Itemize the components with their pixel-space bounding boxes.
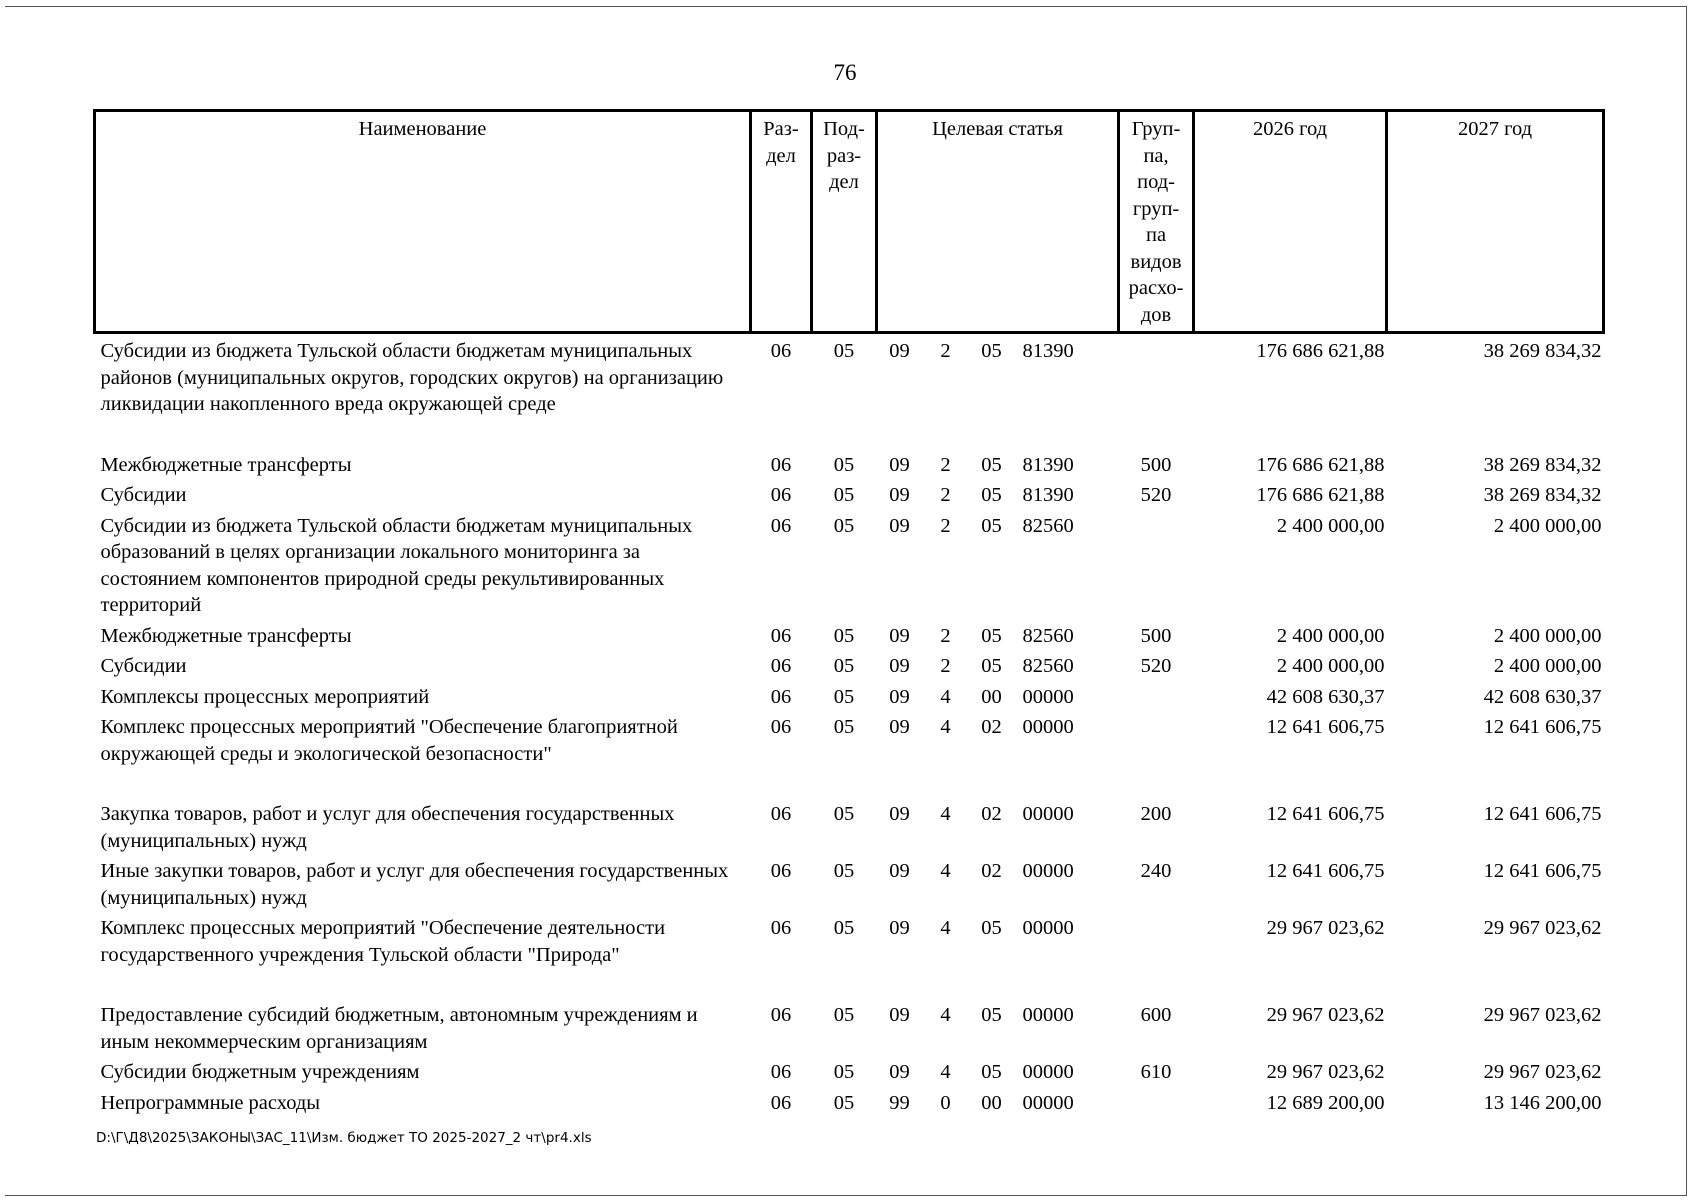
table-row xyxy=(95,911,1604,998)
header-celevaya xyxy=(877,111,1119,333)
row-target-program: 09 xyxy=(889,514,910,537)
row-target-type: 2 xyxy=(940,514,951,537)
row-name: Непрограммные расходы xyxy=(100,1091,321,1114)
row-podrazdel: 05 xyxy=(833,860,855,882)
table-row xyxy=(95,854,1604,911)
row-podrazdel: 05 xyxy=(833,655,855,677)
row-razdel: 06 xyxy=(770,917,792,939)
row-expense-group: 200 xyxy=(1140,803,1172,825)
row-name: Предоставление субсидий бюджетным, автономным учреждениям и иным некоммерческим организациям xyxy=(100,1004,698,1053)
row-target-type: 4 xyxy=(940,1061,951,1083)
row-razdel: 06 xyxy=(770,860,792,882)
row-name: Межбюджетные трансферты xyxy=(100,624,352,647)
row-amount-2026: 12 689 200,00 xyxy=(1266,1091,1385,1114)
table-row xyxy=(95,333,1604,448)
header-name xyxy=(95,111,751,333)
table-row xyxy=(95,680,1604,711)
row-target-subprogram: 02 xyxy=(981,716,1002,738)
row-amount-2026: 12 641 606,75 xyxy=(1266,716,1385,738)
row-razdel: 06 xyxy=(770,803,792,825)
row-razdel: 06 xyxy=(770,453,792,476)
header-gruppa-label: Груп- па, под- груп- па видов расхо- дов xyxy=(1128,118,1184,326)
header-year-2026 xyxy=(1194,111,1387,333)
row-podrazdel: 05 xyxy=(833,685,855,708)
row-target-direction: 00000 xyxy=(1022,1061,1074,1083)
row-amount-2027: 2 400 000,00 xyxy=(1493,514,1602,537)
row-target-program: 99 xyxy=(889,1091,910,1114)
row-expense-group: 240 xyxy=(1140,860,1172,882)
row-razdel: 06 xyxy=(770,1091,792,1114)
row-target-subprogram: 05 xyxy=(981,453,1002,476)
row-name: Субсидии из бюджета Тульской области бюджетам муниципальных районов (муниципальных округов, городских округов) на организацию ликвидации накопленного вреда окружающей среде xyxy=(100,340,724,415)
row-target-type: 0 xyxy=(940,1091,951,1114)
row-podrazdel: 05 xyxy=(833,716,855,738)
row-target-direction: 00000 xyxy=(1022,1004,1074,1026)
row-podrazdel: 05 xyxy=(833,340,855,362)
row-expense-group: 520 xyxy=(1140,655,1172,677)
row-amount-2027: 12 641 606,75 xyxy=(1483,860,1602,882)
row-amount-2026: 29 967 023,62 xyxy=(1266,1004,1385,1026)
table-row xyxy=(95,478,1604,509)
table-body xyxy=(95,333,1604,1117)
table-header-row xyxy=(95,111,1604,333)
row-razdel: 06 xyxy=(770,1061,792,1083)
row-target-subprogram: 05 xyxy=(981,484,1002,506)
row-amount-2027: 2 400 000,00 xyxy=(1493,624,1602,647)
row-amount-2027: 38 269 834,32 xyxy=(1483,484,1602,506)
row-name: Субсидии xyxy=(100,484,187,506)
row-target-direction: 00000 xyxy=(1022,716,1074,738)
row-target-type: 2 xyxy=(940,484,951,506)
table-row xyxy=(95,619,1604,650)
row-expense-group xyxy=(1119,1086,1194,1117)
row-target-type: 4 xyxy=(940,860,951,882)
row-expense-group: 500 xyxy=(1140,624,1172,647)
row-amount-2026: 176 686 621,88 xyxy=(1256,484,1385,506)
row-amount-2027: 2 400 000,00 xyxy=(1493,655,1602,677)
row-target-type: 2 xyxy=(940,340,951,362)
row-podrazdel: 05 xyxy=(833,803,855,825)
row-name: Иные закупки товаров, работ и услуг для обеспечения государственных (муниципальных) нужд xyxy=(100,860,729,909)
row-expense-group xyxy=(1119,509,1194,619)
row-razdel: 06 xyxy=(770,655,792,677)
table-row xyxy=(95,509,1604,619)
row-name: Закупка товаров, работ и услуг для обеспечения государственных (муниципальных) нужд xyxy=(100,803,675,852)
row-target-direction: 82560 xyxy=(1022,624,1074,647)
row-amount-2026: 2 400 000,00 xyxy=(1276,624,1385,647)
row-target-program: 09 xyxy=(889,655,910,677)
row-target-type: 4 xyxy=(940,1004,951,1026)
row-target-type: 2 xyxy=(940,655,951,677)
row-name: Межбюджетные трансферты xyxy=(100,453,352,476)
row-target-direction: 82560 xyxy=(1022,655,1074,677)
row-expense-group: 610 xyxy=(1140,1061,1172,1083)
row-amount-2026: 2 400 000,00 xyxy=(1276,514,1385,537)
header-razdel-label: Раз- дел xyxy=(763,118,799,167)
row-podrazdel: 05 xyxy=(833,1061,855,1083)
row-target-subprogram: 05 xyxy=(981,340,1002,362)
row-target-direction: 81390 xyxy=(1022,484,1074,506)
row-target-direction: 00000 xyxy=(1022,917,1074,939)
row-amount-2026: 42 608 630,37 xyxy=(1266,685,1385,708)
row-target-subprogram: 02 xyxy=(981,803,1002,825)
row-expense-group: 500 xyxy=(1140,453,1172,476)
row-target-program: 09 xyxy=(889,340,910,362)
row-podrazdel: 05 xyxy=(833,453,855,476)
row-razdel: 06 xyxy=(770,1004,792,1026)
row-amount-2027: 29 967 023,62 xyxy=(1483,1004,1602,1026)
row-target-direction: 81390 xyxy=(1022,340,1074,362)
budget-table xyxy=(93,109,1605,1116)
row-target-type: 4 xyxy=(940,803,951,825)
header-podrazdel-label: Под- раз- дел xyxy=(823,118,865,193)
table-row xyxy=(95,448,1604,479)
row-target-direction: 00000 xyxy=(1022,1091,1074,1114)
row-amount-2027: 12 641 606,75 xyxy=(1483,716,1602,738)
row-target-program: 09 xyxy=(889,1061,910,1083)
row-amount-2027: 13 146 200,00 xyxy=(1483,1091,1602,1114)
row-expense-group xyxy=(1119,710,1194,797)
row-name: Комплекс процессных мероприятий "Обеспечение благоприятной окружающей среды и экологической безопасности" xyxy=(100,716,678,765)
row-amount-2026: 2 400 000,00 xyxy=(1276,655,1385,677)
header-year-2026-label: 2026 год xyxy=(1252,118,1328,140)
row-target-program: 09 xyxy=(889,624,910,647)
row-podrazdel: 05 xyxy=(833,917,855,939)
row-amount-2026: 29 967 023,62 xyxy=(1266,917,1385,939)
row-target-program: 09 xyxy=(889,917,910,939)
row-podrazdel: 05 xyxy=(833,1091,855,1114)
row-target-direction: 00000 xyxy=(1022,803,1074,825)
row-target-subprogram: 05 xyxy=(981,1061,1002,1083)
row-target-type: 4 xyxy=(940,716,951,738)
row-podrazdel: 05 xyxy=(833,624,855,647)
row-amount-2027: 29 967 023,62 xyxy=(1483,917,1602,939)
row-name: Комплекс процессных мероприятий "Обеспечение деятельности государственного учреждения Тульской области "Природа" xyxy=(100,917,666,966)
header-gruppa xyxy=(1119,111,1194,333)
header-year-2027 xyxy=(1387,111,1604,333)
row-target-direction: 82560 xyxy=(1022,514,1074,537)
row-amount-2026: 12 641 606,75 xyxy=(1266,803,1385,825)
row-amount-2027: 12 641 606,75 xyxy=(1483,803,1602,825)
row-target-direction: 00000 xyxy=(1022,685,1074,708)
header-celevaya-label: Целевая статья xyxy=(932,118,1063,140)
row-expense-group: 520 xyxy=(1140,484,1172,506)
table-row xyxy=(95,998,1604,1055)
row-target-program: 09 xyxy=(889,803,910,825)
table-row xyxy=(95,1086,1604,1117)
row-razdel: 06 xyxy=(770,514,792,537)
row-name: Субсидии бюджетным учреждениям xyxy=(100,1061,420,1083)
row-target-subprogram: 00 xyxy=(981,685,1002,708)
table-row xyxy=(95,797,1604,854)
row-target-program: 09 xyxy=(889,453,910,476)
row-target-program: 09 xyxy=(889,1004,910,1026)
row-amount-2026: 176 686 621,88 xyxy=(1256,453,1385,476)
file-path-footer: D:\Г\Д8\2025\ЗАКОНЫ\ЗАС_11\Изм. бюджет ТО 2025-2027_2 чт\pr4.xls xyxy=(96,1130,592,1146)
row-target-direction: 81390 xyxy=(1022,453,1074,476)
row-target-subprogram: 05 xyxy=(981,514,1002,537)
row-target-program: 09 xyxy=(889,685,910,708)
row-name: Комплексы процессных мероприятий xyxy=(100,685,430,708)
row-target-type: 4 xyxy=(940,917,951,939)
row-name: Субсидии xyxy=(100,655,187,677)
row-razdel: 06 xyxy=(770,484,792,506)
table-row xyxy=(95,649,1604,680)
row-amount-2027: 42 608 630,37 xyxy=(1483,685,1602,708)
row-target-subprogram: 05 xyxy=(981,917,1002,939)
table-row xyxy=(95,1055,1604,1086)
row-podrazdel: 05 xyxy=(833,484,855,506)
row-target-program: 09 xyxy=(889,860,910,882)
row-razdel: 06 xyxy=(770,624,792,647)
table-row xyxy=(95,710,1604,797)
row-expense-group xyxy=(1119,333,1194,448)
row-target-type: 4 xyxy=(940,685,951,708)
header-podrazdel xyxy=(812,111,877,333)
header-razdel xyxy=(751,111,812,333)
row-target-direction: 00000 xyxy=(1022,860,1074,882)
row-amount-2027: 38 269 834,32 xyxy=(1483,453,1602,476)
row-razdel: 06 xyxy=(770,340,792,362)
row-target-subprogram: 02 xyxy=(981,860,1002,882)
page-number: 76 xyxy=(833,60,857,85)
row-amount-2026: 29 967 023,62 xyxy=(1266,1061,1385,1083)
header-year-2027-label: 2027 год xyxy=(1457,118,1533,140)
row-expense-group xyxy=(1119,680,1194,711)
row-amount-2026: 12 641 606,75 xyxy=(1266,860,1385,882)
header-name-label: Наименование xyxy=(358,118,487,140)
row-target-program: 09 xyxy=(889,484,910,506)
row-expense-group: 600 xyxy=(1140,1004,1172,1026)
row-target-program: 09 xyxy=(889,716,910,738)
row-target-subprogram: 05 xyxy=(981,655,1002,677)
row-target-subprogram: 05 xyxy=(981,1004,1002,1026)
row-podrazdel: 05 xyxy=(833,1004,855,1026)
row-target-type: 2 xyxy=(940,624,951,647)
row-target-subprogram: 00 xyxy=(981,1091,1002,1114)
row-razdel: 06 xyxy=(770,716,792,738)
row-razdel: 06 xyxy=(770,685,792,708)
row-target-subprogram: 05 xyxy=(981,624,1002,647)
row-expense-group xyxy=(1119,911,1194,998)
row-podrazdel: 05 xyxy=(833,514,855,537)
row-amount-2027: 29 967 023,62 xyxy=(1483,1061,1602,1083)
row-amount-2027: 38 269 834,32 xyxy=(1483,340,1602,362)
row-target-type: 2 xyxy=(940,453,951,476)
row-amount-2026: 176 686 621,88 xyxy=(1256,340,1385,362)
row-name: Субсидии из бюджета Тульской области бюджетам муниципальных образований в целях организации локального мониторинга за состоянием компонентов природной среды рекультивированных территорий xyxy=(100,514,693,616)
